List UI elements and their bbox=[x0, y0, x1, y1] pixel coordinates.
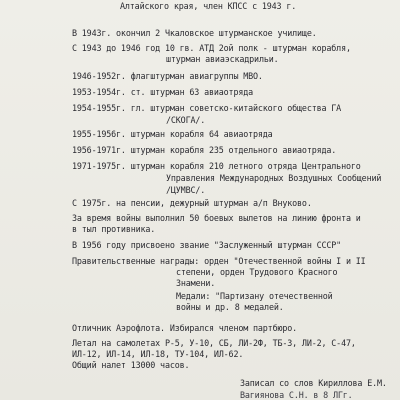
text-line-20: Медали: "Партизану отечественной bbox=[176, 291, 333, 301]
text-line-11: Управления Международных Воздушных Сообщений bbox=[166, 173, 382, 183]
text-line-24: ИЛ-12, ИЛ-14, ИЛ-18, ТУ-104, ИЛ-62. bbox=[72, 349, 244, 359]
text-line-12: /ЦУМВС/. bbox=[166, 185, 206, 195]
text-line-15: в тыл противника. bbox=[72, 224, 156, 234]
text-line-2: С 1943 до 1946 год 10 гв. АТД 2ой полк - штурман корабля, bbox=[72, 43, 351, 53]
text-line-3: штурман авиаэскадрильи. bbox=[166, 54, 279, 64]
text-line-9: 1956-1971г. штурман корабля 235 отдельного авиаотряда. bbox=[72, 145, 337, 155]
text-line-21: войны и др. 8 медалей. bbox=[176, 302, 284, 312]
text-line-7: /СКОГА/. bbox=[166, 115, 206, 125]
text-line-10: 1971-1975г. штурман корабля 210 летного отряда Центрального bbox=[72, 161, 361, 171]
text-line-16: В 1956 году присвоено звание "Заслуженный штурман СССР" bbox=[72, 240, 342, 250]
text-line-17: Правительственные награды: орден "Отечественной войны I и II bbox=[72, 256, 366, 266]
text-line-25: Общий налет 13000 часов. bbox=[72, 360, 190, 370]
text-line-23: Летал на самолетах Р-5, У-10, СБ, ЛИ-2Ф, ТБ-3, ЛИ-2, С-47, bbox=[72, 338, 356, 348]
text-line-18: степени, орден Трудового Красного bbox=[176, 267, 338, 277]
text-line-22: Отличник Аэрофлота. Избирался членом партбюро. bbox=[72, 323, 298, 333]
text-line-8: 1955-1956г. штурман корабля 64 авиаотряда bbox=[72, 129, 273, 139]
text-line-6: 1954-1955г. гл. штурман советско-китайского общества ГА bbox=[72, 103, 342, 113]
text-line-13: С 1975г. на пенсии, дежурный штурман а/п Внуково. bbox=[72, 198, 312, 208]
header-line: Алтайского края, член КПСС с 1943 г. bbox=[120, 1, 297, 11]
text-line-4: 1946-1952г. флагштурман авиагруппы МВО. bbox=[72, 71, 263, 81]
signature-line-1: Записал со слов Кириллова Е.М. bbox=[240, 378, 387, 388]
text-line-1: В 1943г. окончил 2 Чкаловское штурманское училище. bbox=[72, 28, 317, 38]
text-line-19: Знамени. bbox=[176, 278, 216, 288]
signature-line-2: Вагиянова С.Н. в 8 ЛГг. bbox=[240, 390, 353, 400]
text-line-5: 1953-1954г. ст. штурман 63 авиаотряда bbox=[72, 87, 254, 97]
text-line-14: За время войны выполнил 50 боевых вылетов на линию фронта и bbox=[72, 213, 361, 223]
